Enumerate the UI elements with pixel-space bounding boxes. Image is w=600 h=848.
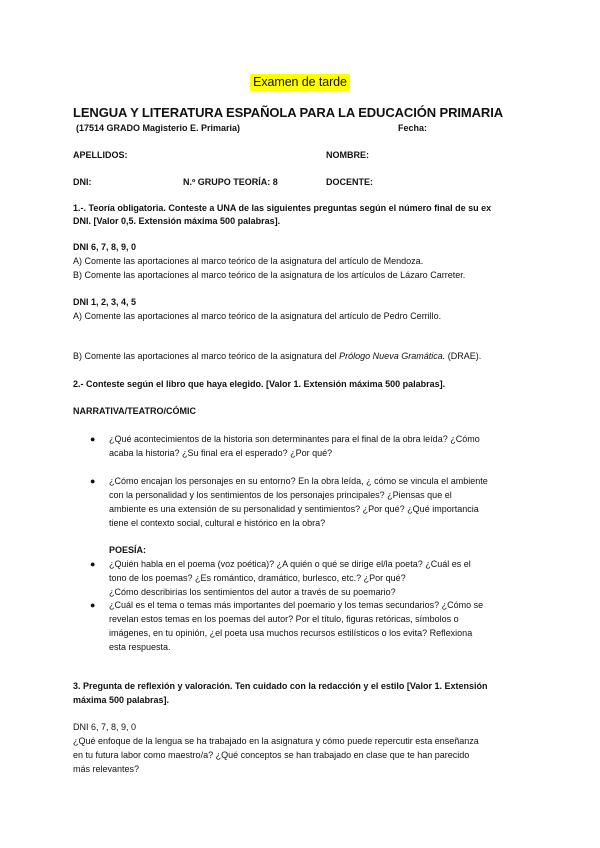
fecha-label: Fecha: (398, 123, 428, 133)
q1-group-a-title: DNI 6, 7, 8, 9, 0 (73, 242, 137, 252)
grupo-label: N.º GRUPO TEORÍA: 8 (183, 177, 278, 187)
course-code: (17514 GRADO Magisterio E. Primaria) (76, 123, 241, 133)
q1-group-b-option-b (73, 351, 481, 361)
q2-narr-bullet1-line1: ¿Qué acontecimientos de la historia son determinantes para el final de la obra leída? ¿Cómo (109, 434, 480, 444)
q1-group-b-option-b-work-title: Prólogo Nueva Gramática. (339, 351, 446, 361)
q3-heading-line2: máxima 500 palabras]. (73, 695, 170, 705)
q3-heading-line1: 3. Pregunta de reflexión y valoración. Ten cuidado con la redacción y el estilo [Valor 1. Extensión (73, 681, 488, 691)
q3-question-line3: más relevantes? (73, 764, 140, 774)
bullet-icon: ● (90, 476, 96, 486)
q2-poesia-bullet2-line1: ¿Cuál es el tema o temas más importantes del poemario y los temas secundarios? ¿Cómo se (109, 600, 484, 610)
q2-poesia-bullet2-line2: revelan estos temas en los poemas del autor? Por el título, figuras retóricas, símbolos o (109, 614, 459, 624)
dni-label: DNI: (73, 177, 92, 187)
subject-heading: LENGUA Y LITERATURA ESPAÑOLA PARA LA EDUCACIÓN PRIMARIA (73, 105, 504, 120)
q1-group-a-option-b: B) Comente las aportaciones al marco teórico de la asignatura de los artículos de Lázaro Carreter. (73, 270, 466, 280)
q2-heading: 2.- Conteste según el libro que haya elegido. [Valor 1. Extensión máxima 500 palabras]. (73, 379, 446, 389)
q2-narr-bullet2-line2: con la personalidad y los sentimientos de los personajes principales? ¿Piensas que el (109, 490, 452, 500)
q2-poesia-bullet1-line3: ¿Cómo describirías los sentimientos del autor a través de su poemario? (109, 587, 396, 597)
q3-dni-label: DNI 6, 7, 8, 9, 0 (73, 722, 137, 732)
nombre-label: NOMBRE: (326, 150, 369, 160)
bullet-icon: ● (90, 600, 96, 610)
q1-group-a-option-a: A) Comente las aportaciones al marco teórico de la asignatura del artículo de Mendoza. (73, 256, 424, 266)
q1-heading-line1: 1.-. Teoría obligatoria. Conteste a UNA de las siguientes preguntas según el número final de su ex (73, 203, 492, 213)
exam-title-row (0, 73, 600, 91)
exam-title: Examen de tarde (250, 74, 350, 91)
q2-narr-bullet2-line4: tiene el contexto social, cultural e histórico en la obra? (109, 518, 326, 528)
apellidos-label: APELLIDOS: (73, 150, 128, 160)
q2-narr-bullet2-line1: ¿Cómo encajan los personajes en su entorno? En la obra leída, ¿ cómo se vincula el ambiente (109, 476, 488, 486)
q2-poesia-bullet1-line2: tono de los poemas? ¿Es romántico, dramático, burlesco, etc.? ¿Por qué? (109, 573, 406, 583)
q2-genre-label: NARRATIVA/TEATRO/CÓMIC (73, 406, 196, 416)
q2-poesia-bullet2-line4: esta respuesta. (109, 642, 171, 652)
q1-group-b-option-b-text: B) Comente las aportaciones al marco teórico de la asignatura del (73, 351, 340, 361)
q1-group-b-title: DNI 1, 2, 3, 4, 5 (73, 297, 137, 307)
bullet-icon: ● (90, 434, 96, 444)
q2-poesia-bullet1-line1: ¿Quién habla en el poema (voz poética)? ¿A quién o qué se dirige el/la poeta? ¿Cuál es el (109, 559, 471, 569)
q1-group-b-option-b-suffix: (DRAE). (445, 351, 482, 361)
q3-question-line1: ¿Qué enfoque de la lengua se ha trabajado en la asignatura y cómo puede repercutir esta enseñanza (73, 736, 479, 746)
bullet-icon: ● (90, 559, 96, 569)
q2-narr-bullet1-line2: acaba la historia? ¿Su final era el esperado? ¿Por qué? (109, 448, 333, 458)
q2-poesia-bullet2-line3: imágenes, en tu opinión, ¿el poeta usa muchos recursos estilísticos o los evita? Reflexiona (109, 628, 473, 638)
q2-poesia-label: POESÍA: (109, 545, 147, 555)
q1-group-b-option-a: A) Comente las aportaciones al marco teórico de la asignatura del artículo de Pedro Cerrillo. (73, 311, 442, 321)
q2-narr-bullet2-line3: ambiente es una extensión de su personalidad y sentimientos? ¿Por qué? ¿Qué importancia (109, 504, 479, 514)
docente-label: DOCENTE: (326, 177, 373, 187)
q1-heading-line2: DNI. [Valor 0,5. Extensión máxima 500 palabras]. (73, 216, 281, 226)
q3-question-line2: en tu futura labor como maestro/a? ¿Qué conceptos se han trabajado en clase que te han parecido (73, 750, 470, 760)
